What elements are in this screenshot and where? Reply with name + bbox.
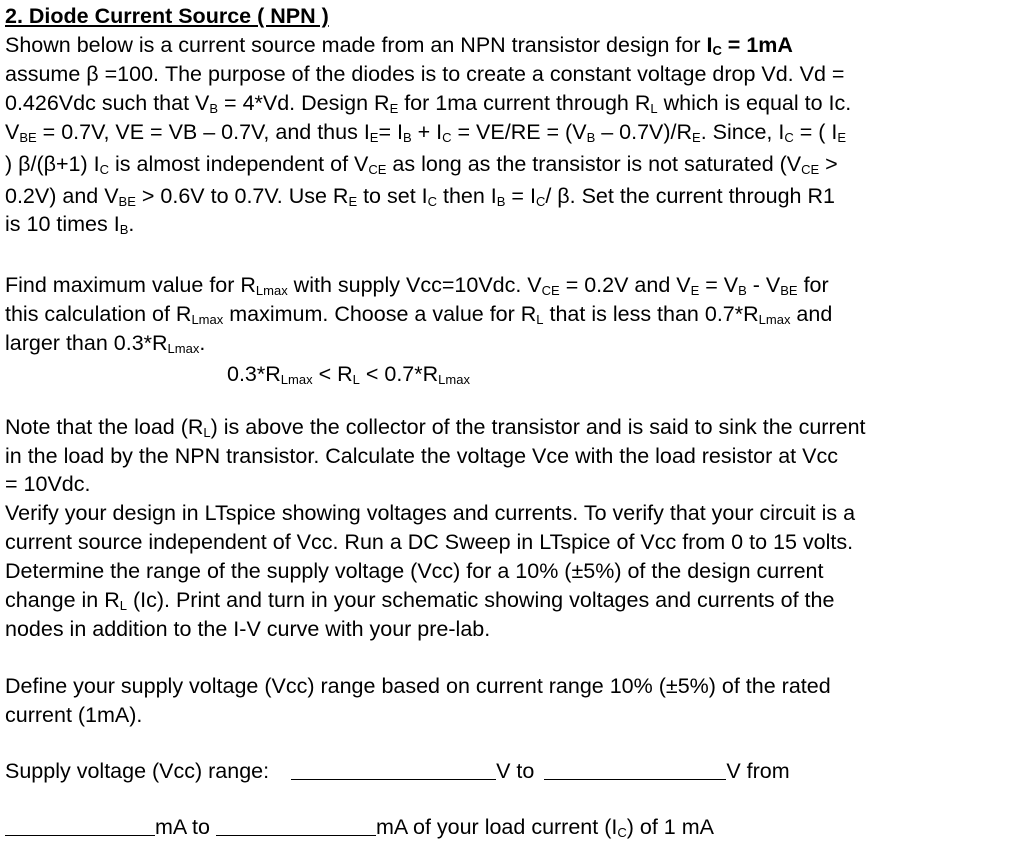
current-min-blank[interactable]	[5, 815, 155, 836]
para2-line3: larger than $0.3*R_{Lmax}$.	[5, 331, 206, 356]
para4-line1: Define your supply voltage (Vcc) range based on current range 10% (±5%) of the rated	[5, 674, 831, 698]
para3-line7: change in $R_L$ (Ic). Print and turn in your schematic showing voltages and currents of the	[5, 588, 835, 613]
para1-line2: assume β =100. The purpose of the diodes is to create a constant voltage drop Vd. Vd =	[5, 62, 845, 86]
para1-line4: $V_{BE} = 0.7V$, VE = VB – 0.7V, and thus $I_E= I_B + I_C = VE/RE = (V_B - 0.7V)/R_E$. Since, $I_C$ = ( $I_E$	[5, 120, 847, 145]
para3-line3: = 10Vdc.	[5, 472, 91, 496]
para1-line1: Shown below is a current source made from an NPN transistor design for $I_C = 1mA$	[5, 33, 793, 58]
para2-line2: this calculation of $R_{Lmax}$ maximum. Choose a value for $R_L$ that is less than $0.7*R_{Lmax}$ and	[5, 302, 833, 327]
para3-line8: nodes in addition to the I-V curve with your pre-lab.	[5, 617, 491, 641]
current-max-blank[interactable]	[216, 815, 376, 836]
para2-line1: Find maximum value for $R_{Lmax}$ with supply Vcc=10Vdc. $V_{CE} = 0.2V$ and $V_E = V_B - V_{BE}$ for	[5, 273, 829, 298]
vcc-max-blank[interactable]	[544, 759, 726, 780]
para3-line4: Verify your design in LTspice showing voltages and currents. To verify that your circuit is a	[5, 501, 856, 525]
section-heading: 2. Diode Current Source ( NPN )	[5, 4, 329, 28]
para1-line3: 0.426Vdc such that $V_B = 4*Vd$. Design $R_E$ for 1ma current through $R_L$ which is equal to Ic.	[5, 91, 852, 116]
para3-line2: in the load by the NPN transistor. Calculate the voltage Vce with the load resistor at Vcc	[5, 444, 838, 468]
para1-line5: ) β/(β+1) $I_C$ is almost independent of $V_{CE}$ as long as the transistor is not saturated ($V_{CE}$ >	[5, 152, 838, 177]
vcc-range-answer-row: Supply voltage (Vcc) range: V to V from	[5, 759, 790, 783]
para4-line2: current (1mA).	[5, 703, 143, 727]
current-range-answer-row: mA to mA of your load current $(I_C)$ of 1 mA	[5, 814, 714, 840]
para1-line7: is 10 times $I_B$.	[5, 212, 135, 237]
para3-line6: Determine the range of the supply voltage (Vcc) for a 10% (±5%) of the design current	[5, 559, 824, 583]
para3-line5: current source independent of Vcc. Run a DC Sweep in LTspice of Vcc from 0 to 15 volts.	[5, 530, 854, 554]
rl-inequality-formula: $0.3*R_{Lmax} < R_L < 0.7*R_{Lmax}$	[227, 362, 470, 387]
vcc-min-blank[interactable]	[291, 759, 496, 780]
para1-line6: 0.2V) and $V_{BE} > 0.6V$ to 0.7V. Use $R_E$ to set $I_C$ then $I_B = I_C/$ β. Set the current through R1	[5, 184, 835, 209]
para3-line1: Note that the load $(R_L)$ is above the collector of the transistor and is said to sink the current	[5, 415, 866, 440]
